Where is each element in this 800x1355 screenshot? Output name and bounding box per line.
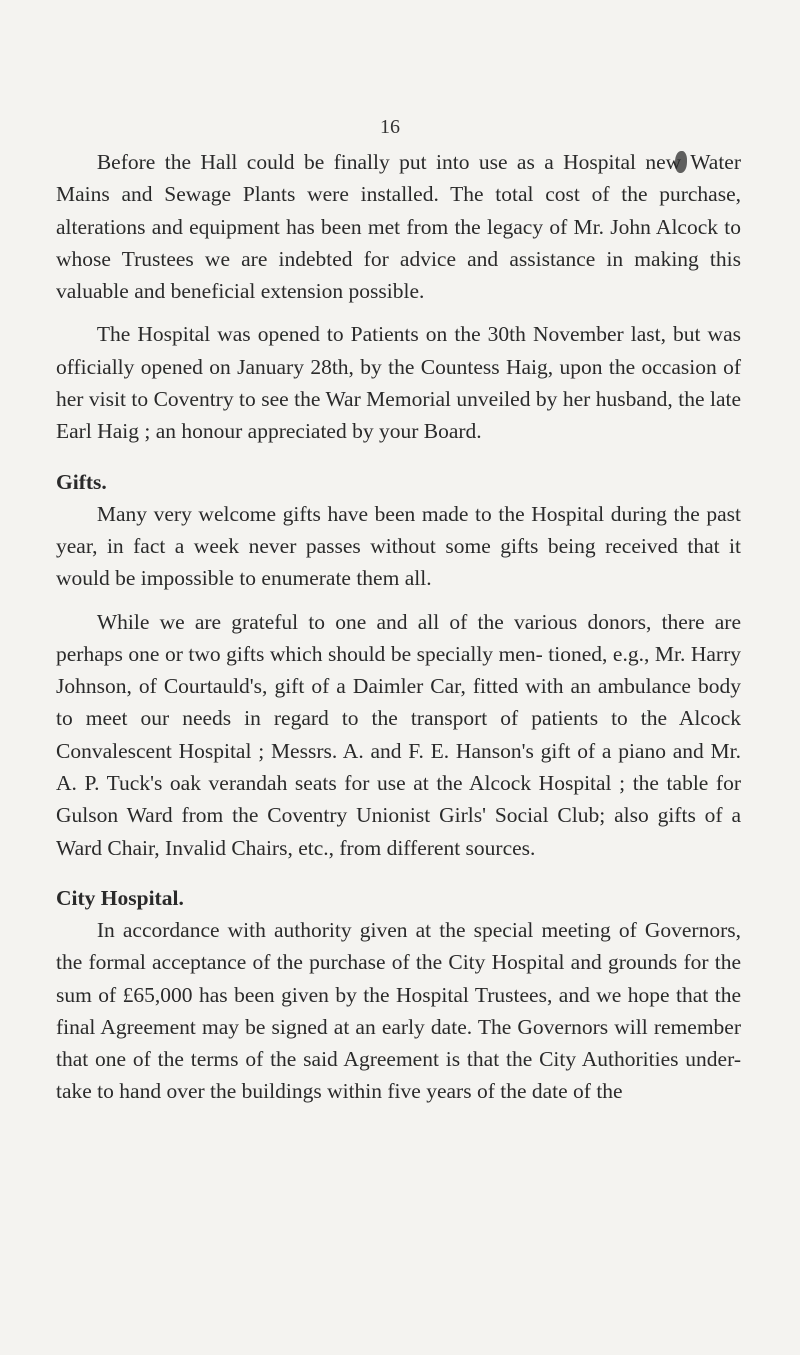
paragraph-hospital-opening: The Hospital was opened to Patients on the 30th November last, but was officially opened on January 28th, by the Countess Haig, upon the occasion of her visit to Coventry to see the War Memorial unveiled by her husband, the late Earl Haig ; an honour appreciated by your Board. — [56, 322, 741, 444]
section-heading-city-hospital: City Hospital. — [56, 885, 184, 910]
page-number: 16 — [380, 116, 400, 138]
section-heading-gifts: Gifts. — [56, 469, 107, 494]
paragraph-city-hospital-purchase: In accordance with authority given at the special meeting of Governors, the formal acceptance of the purchase of the City Hospital and grounds for the sum of £65,000 has been given by the Hospital Trustees, and we hope that the final Agreement may be signed at an early date. The Governors will remember that one of the terms of the said Agreement is that the City Authorities under- take to hand over the buildings within five years of the date of the — [56, 917, 741, 1104]
paragraph-gifts-welcome: Many very welcome gifts have been made to the Hospital during the past year, in fact a week never passes without some gifts being received that it would be impossible to enumerate them all. — [56, 501, 741, 591]
paragraph-gifts-donors: While we are grateful to one and all of the various donors, there are perhaps one or two gifts which should be specially men- tioned, e.g., Mr. Harry Johnson, of Courtauld's, gift of a Daimler Car, fitted with an ambulance body to meet our needs in regard to the transport of patients to the Alcock Convalescent Hospital ; Messrs. A. and F. E. Hanson's gift of a piano and Mr. A. P. Tuck's oak verandah seats for use at the Alcock Hospital ; the table for Gulson Ward from the Coventry Unionist Girls' Social Club; also gifts of a Ward Chair, Invalid Chairs, etc., from different sources. — [56, 609, 741, 860]
document-body — [56, 146, 741, 1108]
paragraph-hall-water-mains: Before the Hall could be finally put into use as a Hospital new Water Mains and Sewage Plants were installed. The total cost of the purchase, alterations and equipment has been met from the legacy of Mr. John Alcock to whose Trustees we are indebted for advice and assistance in making this valuable and beneficial extension possible. — [56, 150, 741, 304]
